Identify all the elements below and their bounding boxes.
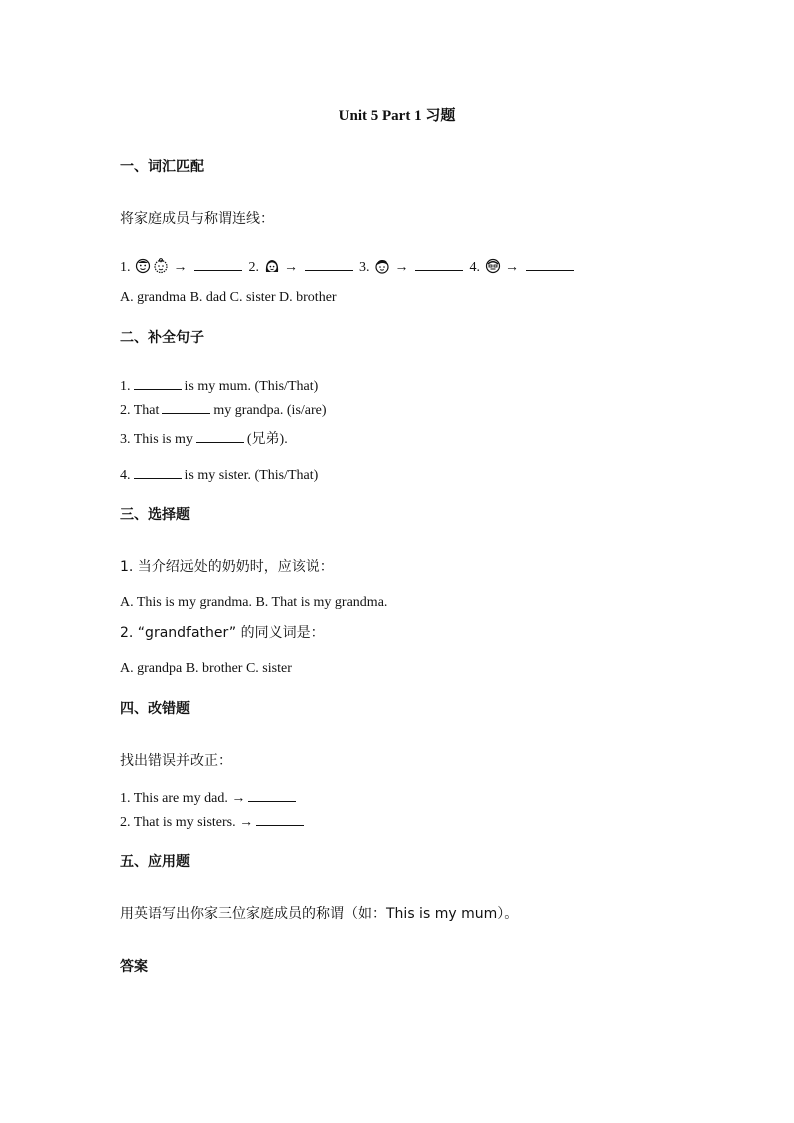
correction2-text: 2. That is my sisters. → xyxy=(120,815,254,830)
sentence4-prefix: 4. xyxy=(120,468,131,483)
correction-item-1 xyxy=(120,787,299,809)
item4-arrow: → xyxy=(505,260,519,275)
grandma-face-icon xyxy=(153,258,169,274)
fill-sentence-4 xyxy=(120,464,318,486)
grandpa-face-icon xyxy=(135,258,151,274)
item1-blank[interactable] xyxy=(194,256,242,271)
girl-face-icon xyxy=(264,258,280,274)
question1-options: A. This is my grandma. B. That is my grandma. xyxy=(120,595,388,610)
section2-heading: 二、补全句子 xyxy=(120,330,204,346)
section5-heading: 五、应用题 xyxy=(120,854,190,870)
sentence3-suffix: (兄弟). xyxy=(246,432,288,447)
sentence3-blank[interactable] xyxy=(196,428,244,443)
correction1-text: 1. This are my dad. → xyxy=(120,791,246,806)
item3-arrow: → xyxy=(394,260,409,275)
correction2-blank[interactable] xyxy=(256,811,304,826)
section4-instruction: 找出错误并改正： xyxy=(120,753,232,769)
section5-instruction: 用英语写出你家三位家庭成员的称谓（如：This is my mum）。 xyxy=(120,906,519,922)
boy-face-icon xyxy=(374,258,390,274)
sentence4-suffix: is my sister. (This/That) xyxy=(184,468,319,483)
sentence1-prefix: 1. xyxy=(120,379,131,394)
item1-number: 1. xyxy=(120,260,131,275)
item2-number: 2. xyxy=(248,260,259,275)
section3-heading: 三、选择题 xyxy=(120,507,190,523)
sentence2-blank[interactable] xyxy=(162,399,210,414)
answers-heading: 答案 xyxy=(120,959,148,975)
sentence1-suffix: is my mum. (This/That) xyxy=(184,379,319,394)
sentence2-suffix: my grandpa. (is/are) xyxy=(213,403,327,418)
question2-options: A. grandpa B. brother C. sister xyxy=(120,661,292,676)
item4-number: 4. xyxy=(469,260,480,275)
item1-arrow: → xyxy=(173,260,188,275)
fill-sentence-1 xyxy=(120,375,318,397)
matching-row xyxy=(120,256,577,278)
man-face-icon xyxy=(485,258,501,274)
fill-sentence-3 xyxy=(120,428,288,450)
sentence4-blank[interactable] xyxy=(134,464,182,479)
sentence1-blank[interactable] xyxy=(134,375,182,390)
fill-sentence-2 xyxy=(120,399,327,421)
section1-heading: 一、词汇匹配 xyxy=(120,159,204,175)
item3-blank[interactable] xyxy=(415,256,463,271)
correction1-blank[interactable] xyxy=(248,787,296,802)
correction-item-2 xyxy=(120,811,307,833)
section4-heading: 四、改错题 xyxy=(120,701,190,717)
section1-options: A. grandma B. dad C. sister D. brother xyxy=(120,290,337,305)
sentence2-prefix: 2. That xyxy=(120,403,160,418)
item2-arrow: → xyxy=(284,260,298,275)
item3-number: 3. xyxy=(359,260,370,275)
question1: 1. 当介绍远处的奶奶时，应该说： xyxy=(120,559,334,575)
item2-blank[interactable] xyxy=(305,256,353,271)
question2: 2. “grandfather” 的同义词是： xyxy=(120,625,325,641)
item4-blank[interactable] xyxy=(526,256,574,271)
page-title: Unit 5 Part 1 习题 xyxy=(338,108,456,124)
sentence3-prefix: 3. This is my xyxy=(120,432,193,447)
section1-instruction: 将家庭成员与称谓连线： xyxy=(120,211,274,227)
